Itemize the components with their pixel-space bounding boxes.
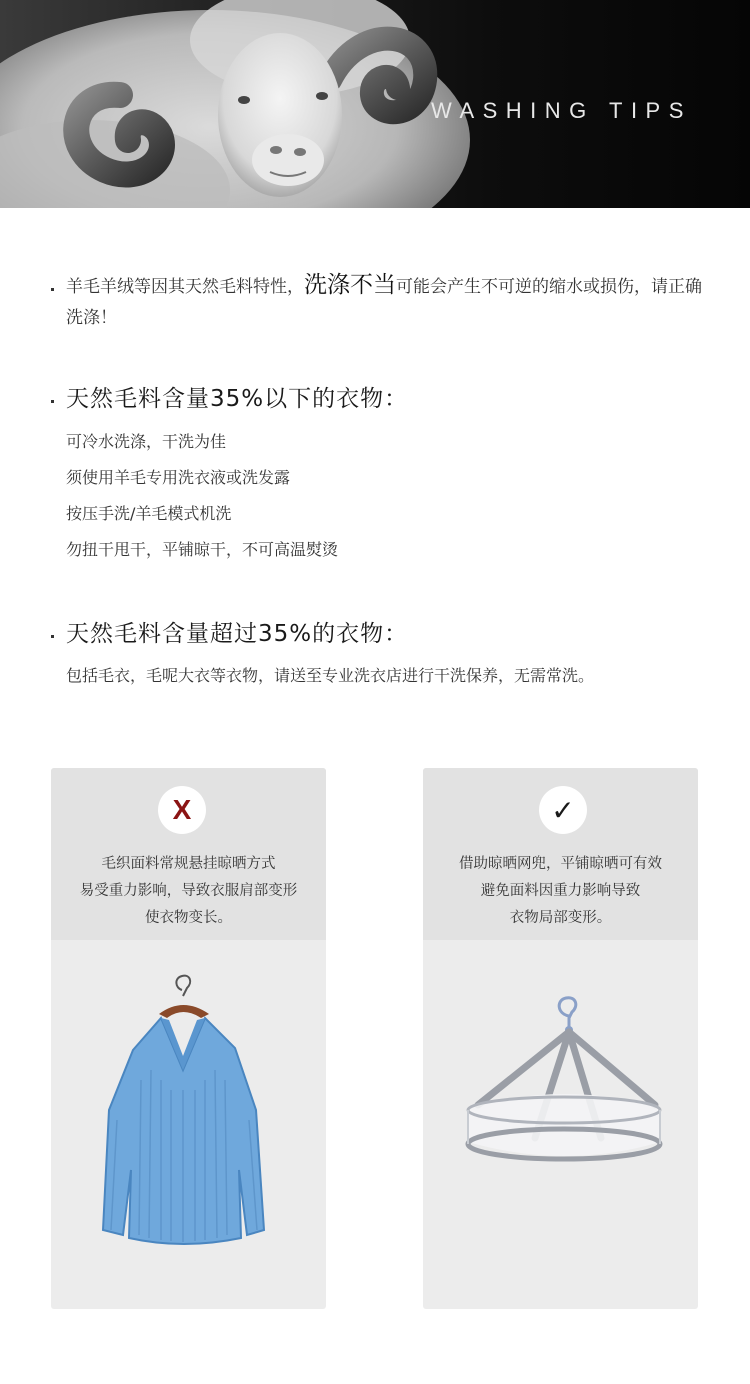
bullet-dot: [51, 288, 54, 291]
intro-emphasis: 洗涤不当: [304, 272, 396, 298]
intro-paragraph: [66, 270, 706, 334]
section-high-heading: 天然毛料含量超过35%的衣物：: [66, 621, 409, 647]
card-caption-line: 毛织面料常规悬挂晾晒方式: [101, 856, 276, 872]
card-caption-line: 使衣物变长。: [145, 910, 232, 926]
wrong-mark-circle: [158, 786, 206, 834]
drying-net-image: [423, 940, 698, 1309]
section-low-line: 按压手洗/羊毛模式机洗: [66, 504, 232, 523]
cross-icon: X: [172, 794, 192, 825]
card-caption-line: 避免面料因重力影响导致: [480, 883, 641, 899]
hero-title: WASHING TIPS: [431, 98, 692, 123]
card-caption-line: 衣物局部变形。: [509, 910, 612, 926]
intro-text-before: 羊毛羊绒等因其天然毛料特性，: [66, 277, 304, 297]
section-low-line: 可冷水洗涤，干洗为佳: [66, 432, 227, 451]
sweater-on-hanger-image: [51, 940, 326, 1309]
section-low-line: 须使用羊毛专用洗衣液或洗发露: [66, 468, 291, 487]
card-wrong-method: [51, 768, 326, 1309]
section-high-text: 包括毛衣，毛呢大衣等衣物，请送至专业洗衣店进行干洗保养，无需常洗。: [66, 666, 595, 685]
bullet-dot: [51, 400, 54, 403]
card-caption-line: 借助晾晒网兜，平铺晾晒可有效: [459, 856, 662, 872]
bullet-dot: [51, 635, 54, 638]
section-low-heading: 天然毛料含量35%以下的衣物：: [66, 386, 409, 412]
section-low-line: 勿扭干甩干，平铺晾干，不可高温熨烫: [66, 540, 339, 559]
card-right-method: [423, 768, 698, 1309]
card-caption-line: 易受重力影响，导致衣服肩部变形: [79, 883, 298, 899]
intro-text-after: 可能会产生不可逆的缩水或损伤，请正确洗涤！: [66, 277, 702, 328]
hero-banner: [0, 0, 750, 208]
right-mark-circle: [539, 786, 587, 834]
check-icon: ✓: [551, 793, 575, 827]
